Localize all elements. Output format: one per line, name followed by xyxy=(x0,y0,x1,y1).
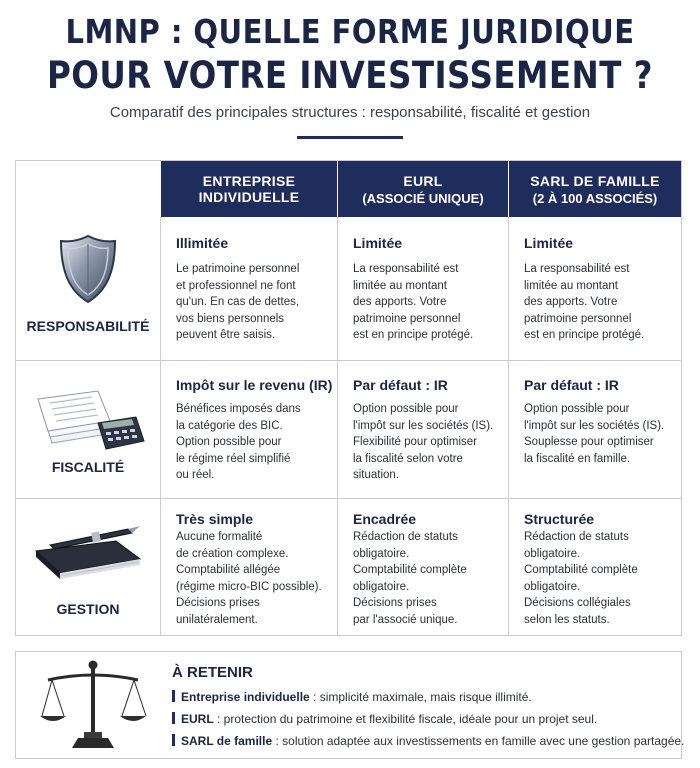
documents-calculator-icon xyxy=(36,381,146,458)
cell-text: Option possible pour l'impôt sur les sociétés (IS). Flexibilité pour optimiser la fiscalité selon votre situation. xyxy=(353,403,494,481)
header-corner xyxy=(16,161,160,217)
cell-text: La responsabilité est limitée au montant des apports. Votre patrimoine personnel est en principe protégé. xyxy=(524,263,645,341)
summary-item-bold: EURL xyxy=(181,712,214,726)
cell-fiscalite-eurl xyxy=(337,377,508,484)
bullet-bar xyxy=(172,712,175,724)
page-subtitle: Comparatif des principales structures : responsabilité, fiscalité et gestion xyxy=(109,104,591,121)
cell-gestion-entreprise-individuelle xyxy=(160,511,337,628)
summary-item-bold: SARL de famille xyxy=(181,734,273,748)
column-header-line-1: SARL DE FAMILLE xyxy=(530,172,660,189)
cell-text: Rédaction de statuts obligatoire. Comptabilité complète obligatoire. Décisions prises par l'associé unique. xyxy=(353,531,467,626)
cell-heading: Limitée xyxy=(524,235,574,251)
scales-icon xyxy=(38,658,148,757)
cell-text: Rédaction de statuts obligatoire. Comptabilité complète obligatoire. Décisions collégiales selon les statuts. xyxy=(524,531,638,626)
column-header-sarl-de-famille xyxy=(508,161,681,217)
cell-heading: Limitée xyxy=(353,235,403,251)
cell-heading: Encadrée xyxy=(353,511,417,527)
notebook-pen-icon xyxy=(32,523,144,586)
summary-item xyxy=(172,712,597,726)
cell-heading: Très simple xyxy=(176,511,254,527)
cell-heading: Structurée xyxy=(524,511,595,527)
cell-responsabilite-sarl-de-famille xyxy=(508,235,681,344)
cell-responsabilite-eurl xyxy=(337,235,508,344)
column-header-line-1: ENTREPRISE xyxy=(202,173,296,189)
summary-item-text: : simplicité maximale, mais risque illimité. xyxy=(309,690,532,704)
summary-item-bold: Entreprise individuelle xyxy=(181,690,310,704)
cell-gestion-sarl-de-famille xyxy=(508,511,681,628)
column-header-line-2: INDIVIDUELLE xyxy=(198,189,300,205)
page-title-line-1: LMNP : QUELLE FORME JURIDIQUE xyxy=(65,12,635,51)
cell-heading: Impôt sur le revenu (IR) xyxy=(176,377,333,393)
cell-fiscalite-sarl-de-famille xyxy=(508,377,681,467)
summary-item-text: : solution adaptée aux investissements en famille avec une gestion partagée. xyxy=(272,734,685,748)
row-label-responsabilite: RESPONSABILITÉ xyxy=(26,318,150,334)
cell-heading: Par défaut : IR xyxy=(353,377,448,393)
summary-box xyxy=(15,651,685,759)
title-underline xyxy=(297,136,403,139)
row-divider xyxy=(16,498,681,499)
cell-responsabilite-entreprise-individuelle xyxy=(160,235,337,344)
summary-item xyxy=(172,690,532,704)
summary-item-text: : protection du patrimoine et flexibilité fiscale, idéale pour un projet seul. xyxy=(213,712,598,726)
cell-text: Aucune formalité de création complexe. Comptabilité allégée (régime micro-BIC possible). Décisions prises unilatéralement. xyxy=(176,531,322,626)
page-title-line-2: POUR VOTRE INVESTISSEMENT ? xyxy=(46,54,654,97)
summary-item xyxy=(172,734,684,748)
cell-text: La responsabilité est limitée au montant des apports. Votre patrimoine personnel est en principe protégé. xyxy=(353,263,474,341)
column-header-line-2: (ASSOCIÉ UNIQUE) xyxy=(362,190,484,206)
row-label-fiscalite: FISCALITÉ xyxy=(51,459,125,475)
cell-fiscalite-entreprise-individuelle xyxy=(160,377,337,484)
cell-text: Bénéfices imposés dans la catégorie des BIC. Option possible pour le régime réel simplifié ou réel. xyxy=(176,403,301,481)
cell-heading: Illimitée xyxy=(176,235,229,251)
bullet-bar xyxy=(172,690,175,702)
row-divider xyxy=(16,360,681,361)
shield-icon xyxy=(58,233,118,310)
cell-text: Option possible pour l'impôt sur les sociétés (IS). Souplesse pour optimiser la fiscalité en famille. xyxy=(524,403,665,465)
column-header-line-2: (2 À 100 ASSOCIÉS) xyxy=(532,190,658,206)
row-label-gestion: GESTION xyxy=(56,601,120,617)
column-header-line-1: EURL xyxy=(403,172,443,189)
bullet-bar xyxy=(172,734,175,746)
cell-gestion-eurl xyxy=(337,511,508,628)
column-header-entreprise-individuelle xyxy=(160,161,337,217)
cell-heading: Par défaut : IR xyxy=(524,377,619,393)
column-header-eurl xyxy=(337,161,508,217)
summary-heading: À RETENIR xyxy=(172,664,253,681)
cell-text: Le patrimoine personnel et professionnel ne font qu'un. En cas de dettes, vos biens personnels peuvent être saisis. xyxy=(176,263,300,341)
comparison-table xyxy=(15,160,682,636)
